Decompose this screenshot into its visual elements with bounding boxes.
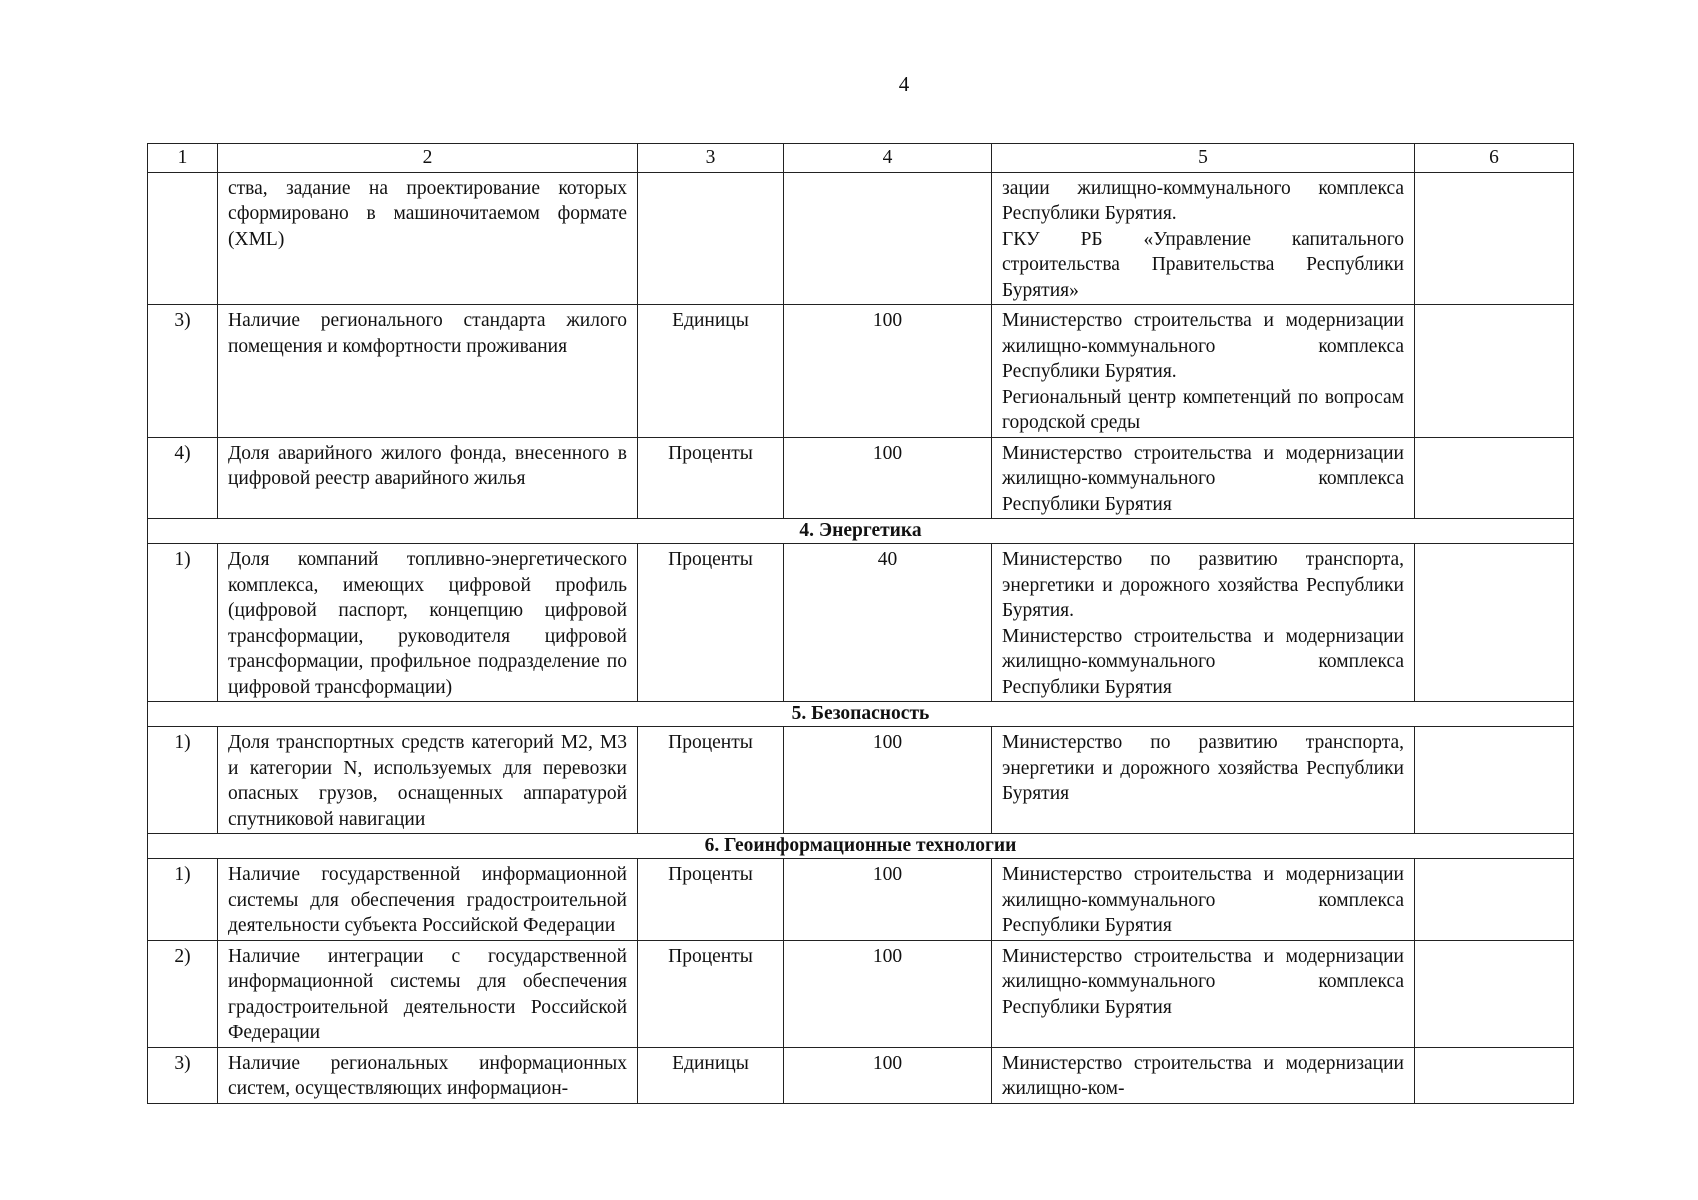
indicator-name: Доля компаний топливно-энергетического комплекса, имеющих цифровой профиль (цифровой паспорт, концепцию цифровой трансформации, руководителя цифровой трансформации, профильное подразделение по цифровой трансформации)	[218, 544, 638, 702]
column-6-cell	[1415, 940, 1574, 1047]
responsible-paragraph: ГКУ РБ «Управление капитального строительства Правительства Республики Бурятия»	[1002, 228, 1404, 301]
responsible-executors	[992, 940, 1415, 1047]
table-row	[148, 305, 1574, 438]
unit-of-measure	[638, 172, 784, 305]
responsible-paragraph: Министерство строительства и модернизации жилищно-коммунального комплекса Республики Бурятия.	[1002, 310, 1404, 382]
section-title: 5. Безопасность	[148, 702, 1574, 727]
table-row	[148, 859, 1574, 941]
section-title: 6. Геоинформационные технологии	[148, 834, 1574, 859]
responsible-executors	[992, 859, 1415, 941]
row-number: 2)	[148, 940, 218, 1047]
responsible-paragraph: Министерство строительства и модернизации жилищно-коммунального комплекса Республики Бурятия	[1002, 864, 1404, 936]
target-value: 100	[784, 940, 992, 1047]
responsible-executors	[992, 305, 1415, 438]
target-value: 40	[784, 544, 992, 702]
target-value: 100	[784, 1047, 992, 1103]
table-row	[148, 544, 1574, 702]
responsible-paragraph: Министерство строительства и модернизации жилищно-коммунального комплекса Республики Бурятия	[1002, 945, 1404, 1018]
responsible-paragraph: Министерство строительства и модернизации жилищно-коммунального комплекса Республики Бурятия	[1002, 625, 1404, 698]
table-row	[148, 172, 1574, 305]
responsible-paragraph: Министерство по развитию транспорта, энергетики и дорожного хозяйства Республики Бурятия	[1002, 732, 1404, 804]
column-number-5: 5	[992, 144, 1415, 173]
column-6-cell	[1415, 544, 1574, 702]
table-row	[148, 940, 1574, 1047]
row-number: 3)	[148, 1047, 218, 1103]
row-number: 1)	[148, 859, 218, 941]
unit-of-measure: Единицы	[638, 1047, 784, 1103]
target-value	[784, 172, 992, 305]
column-6-cell	[1415, 727, 1574, 834]
indicator-name: Наличие региональных информационных систем, осуществляющих информацион-	[218, 1047, 638, 1103]
column-6-cell	[1415, 1047, 1574, 1103]
section-header-row	[148, 702, 1574, 727]
row-number: 3)	[148, 305, 218, 438]
section-title: 4. Энергетика	[148, 519, 1574, 544]
indicator-name: Доля аварийного жилого фонда, внесенного в цифровой реестр аварийного жилья	[218, 437, 638, 519]
column-6-cell	[1415, 305, 1574, 438]
indicator-name: ства, задание на проектирование которых сформировано в машиночитаемом формате (XML)	[218, 172, 638, 305]
column-number-1: 1	[148, 144, 218, 173]
row-number	[148, 172, 218, 305]
responsible-paragraph: Министерство строительства и модернизации жилищно-коммунального комплекса Республики Бурятия	[1002, 442, 1404, 515]
responsible-executors	[992, 1047, 1415, 1103]
indicator-name: Доля транспортных средств категорий M2, M3 и категории N, используемых для перевозки опасных грузов, оснащенных аппаратурой спутниковой навигации	[218, 727, 638, 834]
table-row	[148, 437, 1574, 519]
responsible-paragraph: Министерство строительства и модернизации жилищно-ком-	[1002, 1052, 1404, 1099]
responsible-paragraph: зации жилищно-коммунального комплекса Республики Бурятия.	[1002, 177, 1404, 224]
column-number-3: 3	[638, 144, 784, 173]
indicators-table	[147, 143, 1574, 1104]
column-6-cell	[1415, 859, 1574, 941]
section-header-row	[148, 834, 1574, 859]
indicator-name: Наличие государственной информационной системы для обеспечения градостроительной деятельности субъекта Российской Федерации	[218, 859, 638, 941]
responsible-executors	[992, 437, 1415, 519]
section-header-row	[148, 519, 1574, 544]
row-number: 1)	[148, 727, 218, 834]
unit-of-measure: Проценты	[638, 859, 784, 941]
target-value: 100	[784, 437, 992, 519]
unit-of-measure: Проценты	[638, 437, 784, 519]
row-number: 4)	[148, 437, 218, 519]
indicator-name: Наличие регионального стандарта жилого помещения и комфортности проживания	[218, 305, 638, 438]
row-number: 1)	[148, 544, 218, 702]
column-number-2: 2	[218, 144, 638, 173]
responsible-executors	[992, 544, 1415, 702]
unit-of-measure: Проценты	[638, 544, 784, 702]
target-value: 100	[784, 859, 992, 941]
column-number-6: 6	[1415, 144, 1574, 173]
responsible-executors	[992, 727, 1415, 834]
column-number-4: 4	[784, 144, 992, 173]
responsible-executors	[992, 172, 1415, 305]
column-6-cell	[1415, 172, 1574, 305]
indicator-name: Наличие интеграции с государственной информационной системы для обеспечения градостроительной деятельности Российской Федерации	[218, 940, 638, 1047]
column-number-row	[148, 144, 1574, 173]
table-body	[148, 144, 1574, 1104]
column-6-cell	[1415, 437, 1574, 519]
table-row	[148, 727, 1574, 834]
unit-of-measure: Проценты	[638, 940, 784, 1047]
table-row	[148, 1047, 1574, 1103]
page-number: 4	[898, 72, 910, 96]
target-value: 100	[784, 727, 992, 834]
responsible-paragraph: Региональный центр компетенций по вопросам городской среды	[1002, 386, 1404, 433]
unit-of-measure: Проценты	[638, 727, 784, 834]
responsible-paragraph: Министерство по развитию транспорта, энергетики и дорожного хозяйства Республики Бурятия.	[1002, 549, 1404, 621]
unit-of-measure: Единицы	[638, 305, 784, 438]
target-value: 100	[784, 305, 992, 438]
